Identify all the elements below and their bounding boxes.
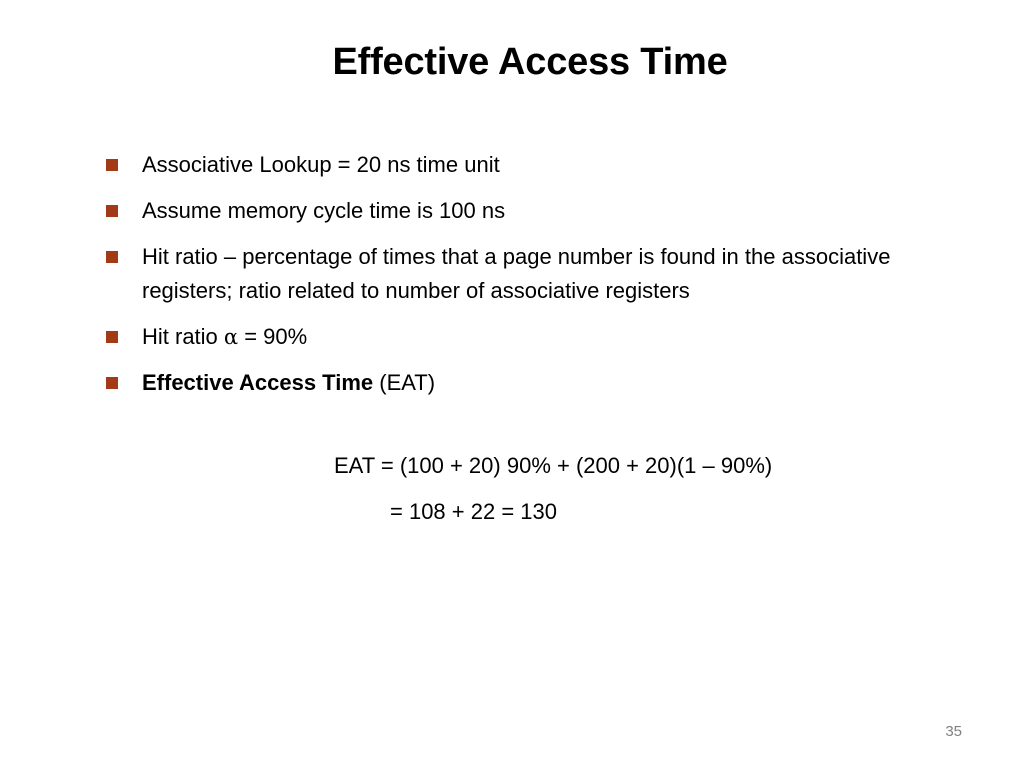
page-number: 35 [945,723,962,740]
bullet-item [104,240,924,308]
alpha-symbol: α [223,325,239,349]
square-bullet-icon [106,251,118,263]
bullet-text-prefix: Hit ratio [142,324,224,349]
bullet-item [104,148,924,182]
slide-title: Effective Access Time [332,41,728,83]
formula-line-2: = 108 + 22 = 130 [390,499,557,524]
bullet-list [104,148,924,412]
square-bullet-icon [106,331,118,343]
bullet-text: Assume memory cycle time is 100 ns [142,198,506,223]
bullet-text-suffix: = 90% [238,324,308,349]
bullet-item [104,194,924,228]
bullet-text: Hit ratio – percentage of times that a page number is found in the associative registers; ratio related to number of associative registers [142,244,891,303]
square-bullet-icon [106,159,118,171]
bullet-text-rest: (EAT) [373,370,436,395]
formula-line-1: EAT = (100 + 20) 90% + (200 + 20)(1 – 90%) [334,453,773,478]
bullet-item [104,320,924,354]
square-bullet-icon [106,205,118,217]
bullet-item [104,366,924,400]
bullet-bold-text: Effective Access Time [142,370,374,395]
bullet-text: Associative Lookup = 20 ns time unit [142,152,500,177]
square-bullet-icon [106,377,118,389]
